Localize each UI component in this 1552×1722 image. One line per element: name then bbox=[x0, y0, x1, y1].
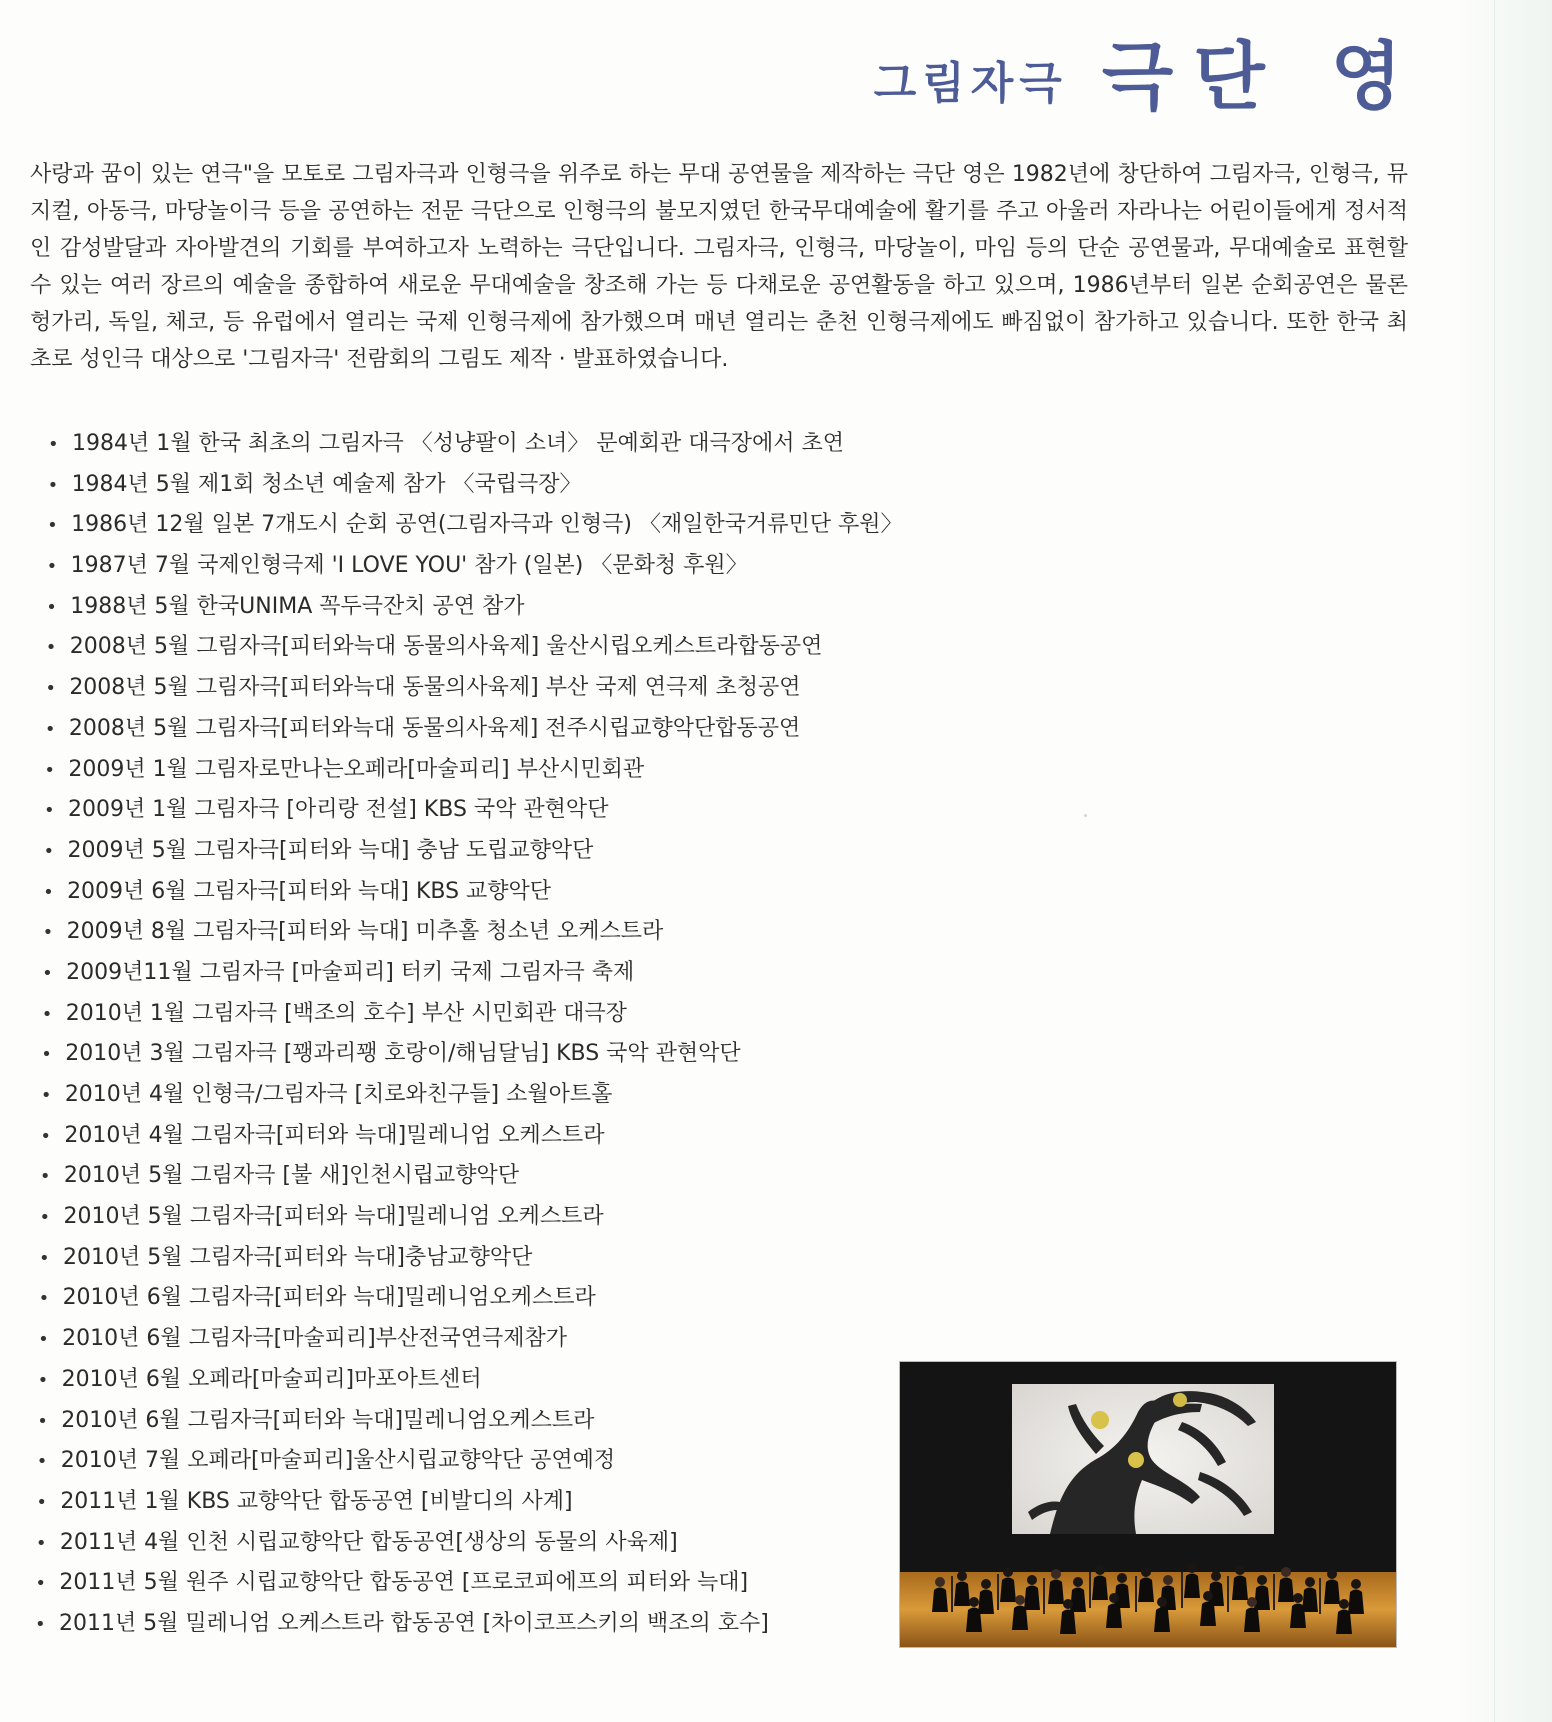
history-item bbox=[39, 1197, 948, 1238]
bullet: • bbox=[43, 881, 54, 903]
bullet: • bbox=[45, 637, 57, 659]
bullet: • bbox=[46, 596, 57, 618]
bullet: • bbox=[44, 759, 56, 781]
performance-photo-illustration bbox=[900, 1362, 1396, 1647]
history-item bbox=[37, 1401, 948, 1442]
bullet: • bbox=[42, 962, 53, 984]
history-text: 1984년 1월 한국 최초의 그림자극 〈성냥팔이 소녀〉 문예회관 대극장에서 초연 bbox=[72, 431, 844, 456]
bullet: • bbox=[40, 1125, 51, 1147]
bullet: • bbox=[39, 1247, 50, 1269]
performance-photo bbox=[900, 1362, 1396, 1647]
history-text: 2008년 5월 그림자극[피터와늑대 동물의사육제] 울산시립오케스트라합동공연 bbox=[69, 634, 823, 660]
history-item bbox=[40, 1156, 948, 1197]
history-item bbox=[42, 994, 948, 1035]
history-item bbox=[46, 587, 948, 628]
bullet: • bbox=[38, 1288, 50, 1310]
history-text: 2010년 6월 오페라[마술피리]마포아트센터 bbox=[61, 1366, 482, 1392]
history-item bbox=[45, 668, 948, 709]
shadow-apple-1 bbox=[1091, 1411, 1109, 1429]
history-text: 2011년 5월 원주 시립교향악단 합동공연 [프로코피에프의 피터와 늑대] bbox=[59, 1570, 749, 1596]
history-item bbox=[41, 1034, 948, 1075]
history-item bbox=[35, 1563, 948, 1604]
history-text: 2011년 1월 KBS 교향악단 합동공연 [비발디의 사계] bbox=[60, 1488, 573, 1514]
history-item bbox=[41, 1075, 948, 1116]
history-text: 2008년 5월 그림자극[피터와늑대 동물의사육제] 부산 국제 연극제 초청공연 bbox=[69, 675, 801, 701]
page-edge bbox=[1456, 0, 1552, 1722]
page-title bbox=[873, 34, 1422, 120]
history-text: 1984년 5월 제1회 청소년 예술제 참가 〈국립극장〉 bbox=[71, 471, 582, 497]
history-item bbox=[44, 750, 948, 791]
history-text: 2010년 6월 그림자극[마술피리]부산전국연극제참가 bbox=[62, 1326, 568, 1352]
history-item bbox=[38, 1319, 948, 1360]
history-text: 2009년 5월 그림자극[피터와 늑대] 충남 도립교향악단 bbox=[67, 837, 594, 863]
bullet: • bbox=[43, 840, 55, 862]
history-text: 1987년 7월 국제인형극제 'I LOVE YOU' 참가 (일본) 〈문화청 후원〉 bbox=[70, 553, 748, 579]
history-item bbox=[40, 1116, 948, 1157]
history-text: 1986년 12월 일본 7개도시 순회 공연(그림자극과 인형극) 〈재일한국거류민단 후원〉 bbox=[71, 512, 903, 538]
bullet: • bbox=[47, 515, 58, 537]
bullet: • bbox=[42, 922, 54, 944]
history-item bbox=[45, 709, 948, 750]
intro-paragraph: 사랑과 꿈이 있는 연극"을 모토로 그림자극과 인형극을 위주로 하는 무대 공연물을 제작하는 극단 영은 1982년에 창단하여 그림자극, 인형극, 뮤지컬, 아동극, 마당놀이극 등을 공연하는 전문 극단으로 인형극의 불모지였던 한국무대예술에 활기를 주고 아울러 자라나는 어린이들에게 정서적인 감성발달과 자아발견의 기회를 부여하고자 노력하는 극단입니다. 그림자극, 인형극, 마당놀이, 마임 등의 단순 공연물과, 무대예술로 표현할 수 있는 여러 장르의 예술을 종합하여 새로운 무대예술을 창조해 가는 등 다채로운 공연활동을 하고 있으며, 1986년부터 일본 순회공연은 물론 헝가리, 독일, 체코, 등 유럽에서 열리는 국제 인형극제에 참가했으며 매년 열리는 춘천 인형극제에도 빠짐없이 참가하고 있습니다. 또한 한국 최초로 성인극 대상으로 '그림자극' 전람회의 그림도 제작 · 발표하였습니다. bbox=[30, 162, 1408, 372]
history-item bbox=[43, 872, 948, 913]
bullet: • bbox=[45, 678, 56, 700]
bullet: • bbox=[47, 474, 59, 496]
history-text: 2010년 6월 그림자극[피터와 늑대]밀레니엄오케스트라 bbox=[61, 1407, 595, 1433]
bullet: • bbox=[46, 556, 58, 578]
history-item bbox=[46, 627, 948, 668]
bullet: • bbox=[37, 1369, 49, 1391]
bullet: • bbox=[41, 1044, 52, 1066]
history-item bbox=[48, 465, 948, 506]
history-text: 2009년11월 그림자극 [마술피리] 터키 국제 그림자극 축제 bbox=[66, 959, 635, 985]
history-item bbox=[37, 1441, 948, 1482]
history-text: 2010년 4월 그림자극[피터와 늑대]밀레니엄 오케스트라 bbox=[64, 1122, 605, 1148]
shadow-apple-3 bbox=[1173, 1393, 1187, 1407]
bullet: • bbox=[39, 1207, 51, 1229]
history-text: 2010년 3월 그림자극 [꽹과리꽹 호랑이/해님달님] KBS 국악 관현악단 bbox=[65, 1041, 741, 1067]
bullet: • bbox=[35, 1573, 47, 1595]
history-item bbox=[44, 831, 949, 872]
bullet: • bbox=[36, 1451, 48, 1473]
history-text: 2010년 6월 그림자극[피터와 늑대]밀레니엄오케스트라 bbox=[62, 1285, 596, 1311]
shadow-apple-2 bbox=[1128, 1452, 1144, 1468]
bullet: • bbox=[36, 1491, 47, 1513]
history-text: 2008년 5월 그림자극[피터와늑대 동물의사육제] 전주시립교향악단합동공연 bbox=[68, 715, 801, 741]
bullet: • bbox=[37, 1410, 48, 1432]
history-text: 2010년 1월 그림자극 [백조의 호수] 부산 시민회관 대극장 bbox=[65, 1000, 627, 1026]
history-item bbox=[43, 912, 948, 953]
history-text: 2009년 8월 그림자극[피터와 늑대] 미추홀 청소년 오케스트라 bbox=[66, 919, 664, 945]
bullet: • bbox=[34, 1613, 46, 1635]
title-main: 극단 영 bbox=[1101, 34, 1422, 120]
history-text: 2010년 5월 그림자극[피터와 늑대]밀레니엄 오케스트라 bbox=[63, 1204, 604, 1230]
history-item bbox=[38, 1360, 948, 1401]
bullet: • bbox=[38, 1329, 49, 1351]
history-text: 2009년 6월 그림자극[피터와 늑대] KBS 교향악단 bbox=[67, 878, 552, 904]
history-item bbox=[47, 505, 948, 546]
history-item bbox=[39, 1238, 948, 1279]
history-text: 2011년 5월 밀레니엄 오케스트라 합동공연 [차이코프스키의 백조의 호수] bbox=[58, 1610, 769, 1636]
history-text: 2011년 4월 인천 시립교향악단 합동공연[생상의 동물의 사육제] bbox=[59, 1529, 678, 1555]
history-text: 2010년 4월 인형극/그림자극 [치로와친구들] 소월아트홀 bbox=[64, 1082, 613, 1107]
history-item bbox=[44, 790, 948, 831]
history-text: 1988년 5월 한국UNIMA 꼭두극잔치 공연 참가 bbox=[70, 593, 525, 619]
history-item bbox=[47, 546, 948, 587]
bullet: • bbox=[35, 1532, 47, 1554]
title-prefix: 그림자극 bbox=[873, 58, 1068, 109]
history-text: 2010년 5월 그림자극[피터와 늑대]충남교향악단 bbox=[63, 1244, 533, 1270]
bullet: • bbox=[44, 718, 56, 740]
history-item bbox=[36, 1523, 948, 1564]
history-item bbox=[48, 424, 948, 465]
history-text: 2009년 1월 그림자극 [아리랑 전설] KBS 국악 관현악단 bbox=[67, 797, 609, 823]
history-list bbox=[34, 424, 948, 1645]
history-text: 2010년 7월 오페라[마술피리]울산시립교향악단 공연예정 bbox=[60, 1448, 616, 1474]
bullet: • bbox=[48, 434, 59, 455]
history-item bbox=[36, 1482, 948, 1523]
history-item bbox=[42, 953, 948, 994]
bullet: • bbox=[40, 1085, 52, 1106]
history-text: 2010년 5월 그림자극 [불 새]인천시립교향악단 bbox=[63, 1163, 520, 1189]
scan-speck bbox=[1084, 814, 1087, 817]
bullet: • bbox=[41, 1003, 53, 1025]
history-item bbox=[35, 1604, 948, 1645]
bullet: • bbox=[43, 800, 55, 822]
history-text: 2009년 1월 그림자로만나는오페라[마술피리] 부산시민회관 bbox=[68, 756, 645, 782]
bullet: • bbox=[39, 1166, 51, 1188]
history-item bbox=[39, 1278, 948, 1319]
